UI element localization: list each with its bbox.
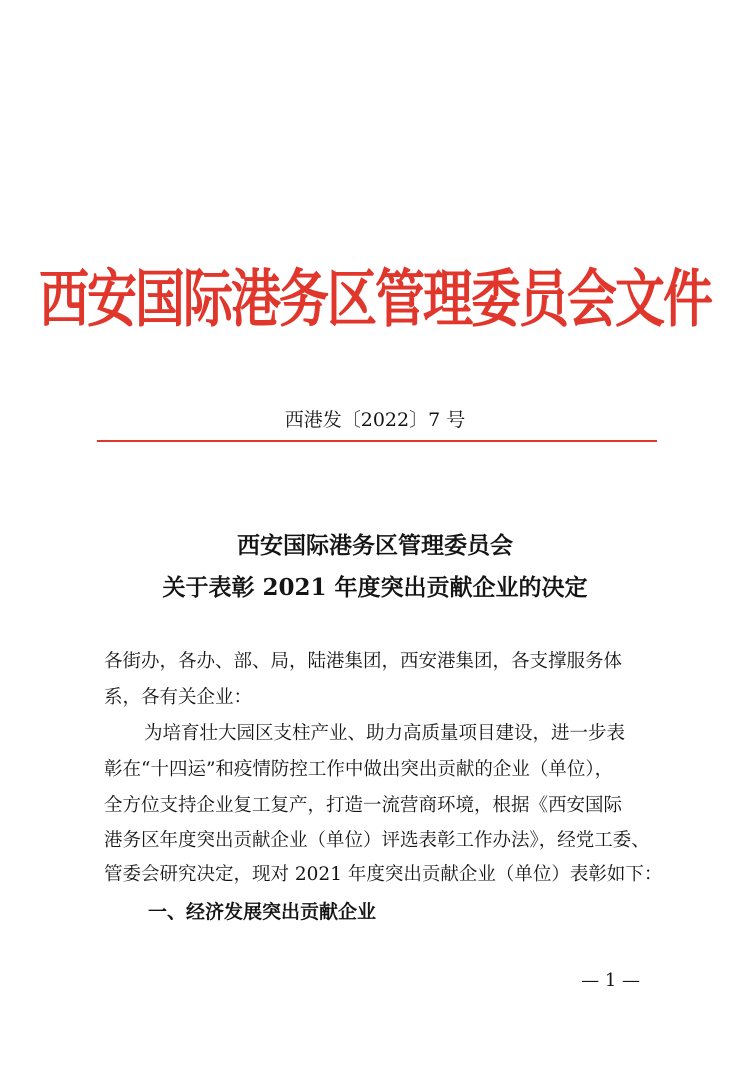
- page-number: — 1 —: [581, 970, 640, 991]
- red-separator-rule: [97, 440, 657, 442]
- document-title-line-2: 关于表彰 2021 年度突出贡献企业的决定: [162, 574, 588, 601]
- paragraph-line-2: 彰在“十四运”和疫情防控工作中做出突出贡献的企业（单位），: [104, 759, 614, 780]
- section-heading: 一、经济发展突出贡献企业: [148, 901, 377, 923]
- issuer-masthead: 西安国际港务区管理委员会文件: [39, 263, 711, 336]
- paragraph-line-4: 港务区年度突出贡献企业（单位）评选表彰工作办法》，经党工委、: [104, 830, 650, 851]
- addressee-line-1: 各街办，各办、部、局，陆港集团，西安港集团，各支撑服务体: [104, 651, 623, 672]
- paragraph-line-3: 全方位支持企业复工复产，打造一流营商环境，根据《西安国际: [104, 795, 623, 816]
- document-title-line-1: 西安国际港务区管理委员会: [237, 532, 513, 559]
- paragraph-line-1: 为培育壮大园区支柱产业、助力高质量项目建设，进一步表: [144, 723, 626, 744]
- document-number: 西港发〔2022〕7 号: [284, 409, 466, 431]
- paragraph-line-5: 管委会研究决定，现对 2021 年度突出贡献企业（单位）表彰如下：: [104, 864, 663, 885]
- addressee-line-2: 系，各有关企业：: [104, 687, 253, 708]
